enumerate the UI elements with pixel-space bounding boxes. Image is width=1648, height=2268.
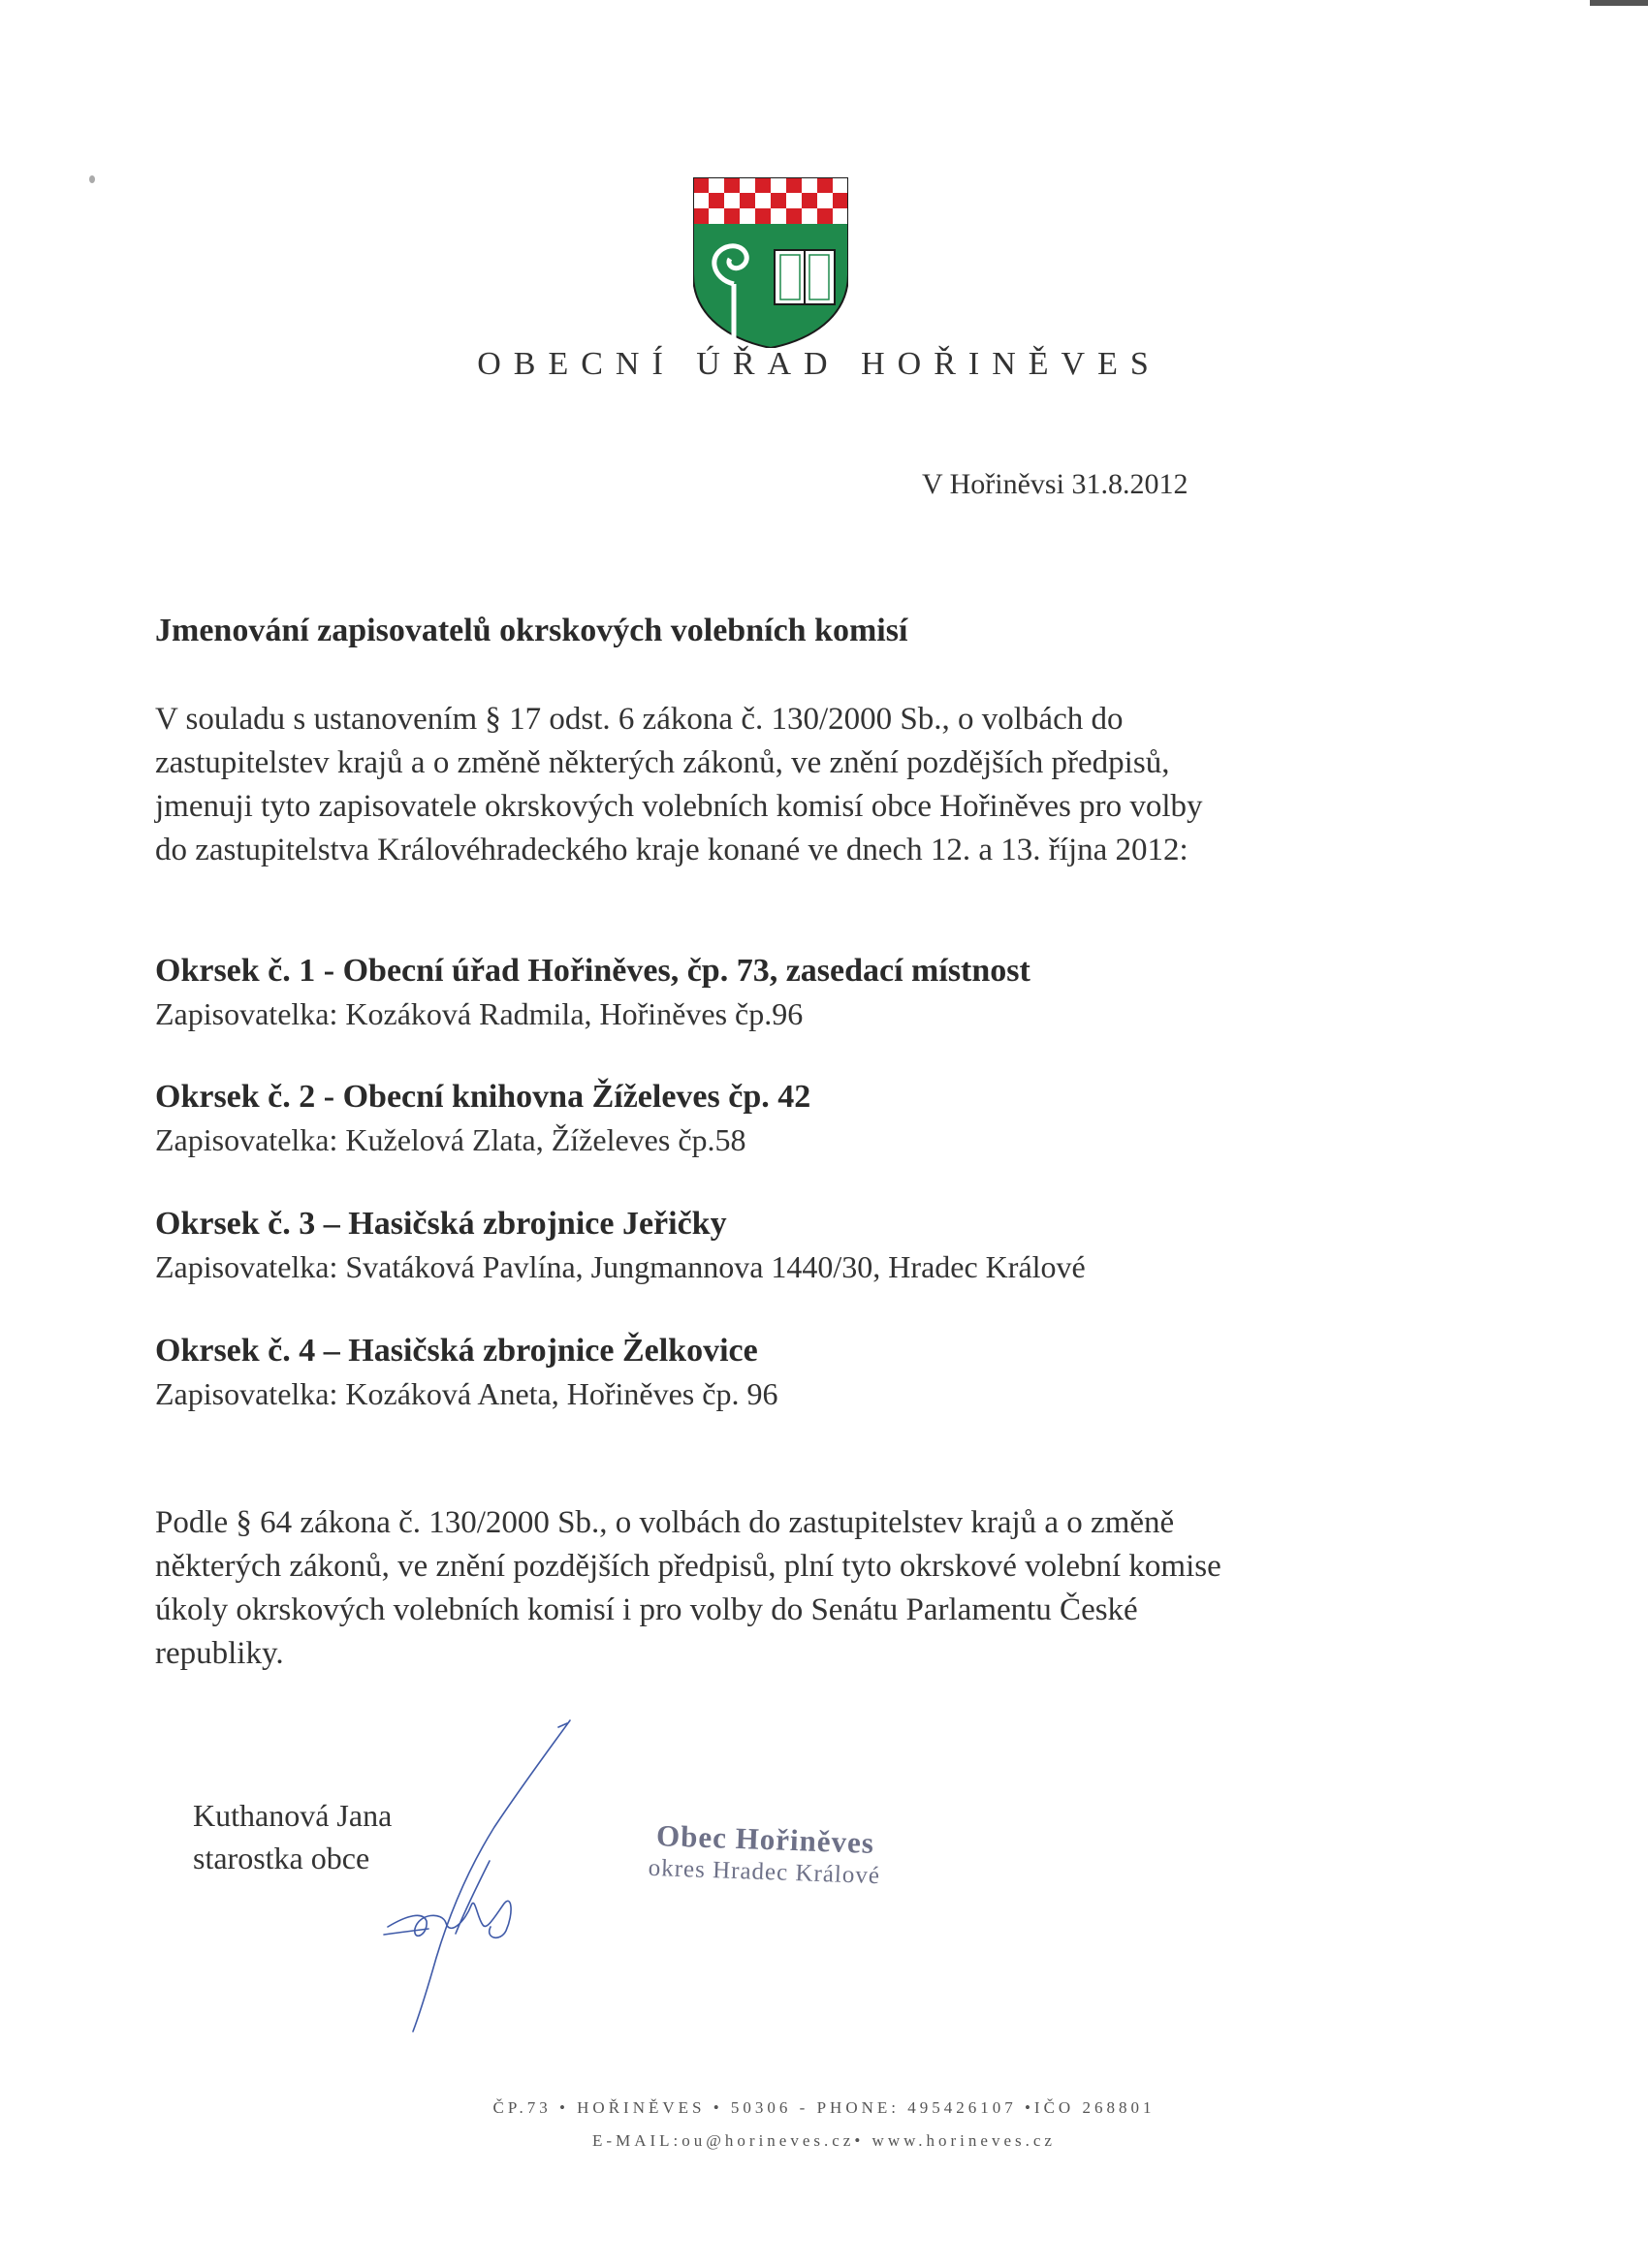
office-name: OBECNÍ ÚŘAD HOŘINĚVES — [477, 346, 1161, 382]
scan-edge-mark — [1590, 0, 1648, 6]
stamp-line-2: okres Hradec Králové — [648, 1854, 881, 1890]
intro-line: zastupitelstev krajů a o změně některých zákonů, ve znění pozdějších předpisů, — [155, 745, 1170, 780]
closing-paragraph — [155, 1501, 1386, 1676]
district-heading: Okrsek č. 4 – Hasičská zbrojnice Želkovice — [155, 1333, 758, 1369]
district-2 — [155, 1076, 1415, 1161]
district-3 — [155, 1203, 1415, 1288]
signer-name: Kuthanová Jana — [193, 1798, 393, 1833]
stamp-line-1: Obec Hořiněves — [655, 1818, 875, 1860]
district-clerk: Zapisovatelka: Svatáková Pavlína, Jungmannova 1440/30, Hradec Králové — [155, 1249, 1086, 1284]
district-clerk: Zapisovatelka: Kozáková Radmila, Hořiněves čp.96 — [155, 996, 804, 1031]
district-4 — [155, 1330, 1415, 1415]
district-heading: Okrsek č. 1 - Obecní úřad Hořiněves, čp. 73, zasedací místnost — [155, 953, 1030, 989]
scan-speck — [89, 175, 95, 183]
footer-contact-line: ČP.73 • HOŘINĚVES • 50306 - PHONE: 495426107 •IČO 268801 — [492, 2098, 1156, 2117]
footer-web-line: E-MAIL:ou@horineves.cz• www.horineves.cz — [592, 2131, 1056, 2150]
closing-line: některých zákonů, ve znění pozdějších předpisů, plní tyto okrskové volební komise — [155, 1549, 1221, 1584]
district-clerk: Zapisovatelka: Kozáková Aneta, Hořiněves čp. 96 — [155, 1376, 778, 1411]
date-line: V Hořiněvsi 31.8.2012 — [922, 468, 1188, 500]
district-heading: Okrsek č. 2 - Obecní knihovna Žíželeves čp. 42 — [155, 1079, 811, 1115]
closing-line: Podle § 64 zákona č. 130/2000 Sb., o volbách do zastupitelstev krajů a o změně — [155, 1505, 1175, 1540]
closing-line: úkoly okrskových volebních komisí i pro volby do Senátu Parlamentu České — [155, 1592, 1138, 1627]
document-title: Jmenování zapisovatelů okrskových volebních komisí — [155, 613, 908, 648]
district-clerk: Zapisovatelka: Kuželová Zlata, Žíželeves čp.58 — [155, 1122, 746, 1157]
intro-line: do zastupitelstva Královéhradeckého kraje konané ve dnech 12. a 13. října 2012: — [155, 833, 1188, 867]
intro-line: jmenuji tyto zapisovatele okrskových volebních komisí obce Hořiněves pro volby — [155, 789, 1203, 824]
intro-paragraph — [155, 698, 1386, 872]
intro-line: V souladu s ustanovením § 17 odst. 6 zákona č. 130/2000 Sb., o volbách do — [155, 702, 1124, 737]
signer-role: starostka obce — [193, 1841, 370, 1875]
handwritten-signature — [359, 1706, 582, 2035]
district-1 — [155, 950, 1415, 1035]
official-stamp — [623, 1817, 906, 1891]
closing-line: republiky. — [155, 1636, 284, 1671]
municipal-crest-icon — [693, 177, 848, 348]
district-heading: Okrsek č. 3 – Hasičská zbrojnice Jeřičky — [155, 1206, 727, 1242]
